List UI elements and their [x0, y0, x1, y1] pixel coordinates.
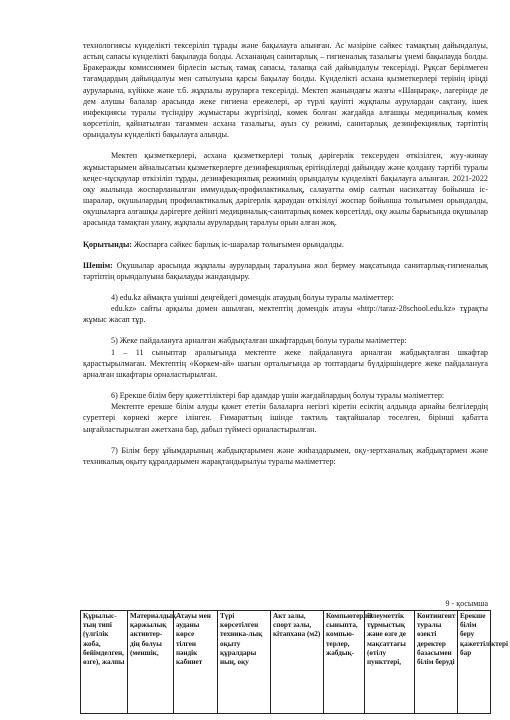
- paragraph: Мектеп қызметкерлері, асхана қызметкерлері толық дәрігерлік тексеруден өткізілген, жуу-жинау жұмыстарымен айналысатын қызметкерлерге дезинфекциялық ерітінділерді дайындау және қолдану тәртібі туралы кеңес-нұсқаулар өткізіліп тұрды, дезинфекциялық режимнің орындалуы күнделікті бақылауға алынған. 2021-2022 оқу жылында жоспарланылған иммундық-профилактикалық, салауатты өмір салтын насихаттау бойынша іс-шаралар, оқушылардың профилактикалық дәрігерлік қараудан өткізілуі жоспар бойынша толығымен орындалды, оқушыларға алғашқы дәрігерге дейінгі медициналық-санитарлық көмек көрсетілді, оқу жылы барысында оқушылар арасында тамақтан улану, жұқпалы аурулардың таралуы орын алған жоқ.: [83, 151, 488, 228]
- equipment-table: [80, 610, 508, 714]
- item-6-text: Мектепте ерекше білім алуды қажет ететін балаларға негізгі кіретін есіктің алдында арнайы белгілердің суреттері көрнекі жерге ілінген. Ғимараттың ішінде тактиль тақтайшалар төселген, бірінші қабатта ыңғайластырылған әжетхана бар, дабыл түймесі орналастырылған.: [83, 402, 488, 434]
- table-header-cell: Құрылыс-тың типі (үлгілік жоба, бейімделген, өзге), жалпы: [81, 611, 128, 714]
- document-body: [83, 40, 488, 467]
- table-header-cell: Атауы мен ауданы көрсе тілген пәндік кабинет: [174, 611, 218, 714]
- conclusion-text: Жоспарға сәйкес барлық іс-шаралар толығымен орындалды.: [134, 239, 344, 249]
- solution-label: Шешім:: [83, 260, 113, 270]
- solution: [83, 260, 488, 282]
- conclusion-label: Қорытынды:: [83, 239, 132, 249]
- table-header-cell: Контингент туралы өзекті деректер базасымен білім беруді: [415, 611, 458, 714]
- table-header-cell: Материалдық-қаржылық активтер-дің болуы (меншік,: [128, 611, 174, 714]
- item-4-heading: 4) edu.kz аймақта үшінші деңгейдегі домендік атаудың болуы туралы мәліметтер:: [111, 292, 394, 302]
- table-header-cell: Акт залы, спорт залы, кітапхана (м2): [271, 611, 324, 714]
- item-5-heading: 5) Жеке пайдалануға арналған жабдықталған шкафтардың болуы туралы мәліметтер:: [111, 336, 407, 346]
- item-7-heading: 7) Білім беру ұйымдарының жабдықтарымен және жиһаздарымен, оқу-зертханалық жабдықтармен және техникалық оқыту құралдарымен жарақтандырылуы туралы мәліметтер:: [83, 445, 488, 466]
- table-header-cell: Түрі көрсетілген техника-лық оқыту құралдары ның, оқу: [218, 611, 271, 714]
- annex-label: 9 - қосымша: [445, 599, 488, 608]
- paragraph: технологиясы күнделікті тексеріліп тұрады және бақылауға алынған. Ас мәзіріне сәйкес тамақтың дайындалуы, астың сапасы күнделікті бақылауда болды. Асханаңың санитарлық – гигиеналық тазалығы үнемі бақылауда болды. Бракеражды комиссиямен бірлесіп ыстық тамақ сапасы, талапқа сай дайындалуы тексерілді. Рұқсат берілмеген тағамдардың дайындалуы мен сатылуына қарсы бақылау болды. Күнделікті асхана қызметкерлері терінің іріңді ауруларына, күйікке және т.б. жұқпалы ауруларға тексерілді. Мектеп жанындағы жазғы «Шаңырақ», лагерінде де дем алушы балалар арасында жеке гигиена ережелері, әр түрлі қауіпті жұқпалы аурулардан сақтану, ішек инфекциясы туралы түсіндіру жұмыстары жүргізілді, көмек болған жағдайда алғашқы медициналық көмек көрсетіліп, қайнатылған тағаммен асхана тазалығы, ауыз су режимі, санитарлық дезинфекциялық тәртіптің орындалуы күнделікті бақылауға алынды.: [83, 41, 488, 140]
- item-5-text: 1 – 11 сыныптар аралығында мектепте жеке пайдалануға арналған жабдықталған шкафтар қарастырылмаған. Мектептің «Көркем-ай» шағын орталығында әр топтардағы бүлдіршіндерге жеке пайдалануға арналған шкафтары орналастырылған.: [83, 347, 488, 379]
- solution-text: Оқушылар арасында жұқпалы аурулардың таралуына жол бермеу мақсатында санитарлық-гигиеналық тәртіптің орындалуына бақылауды жандандыру.: [83, 260, 488, 281]
- table-header-cell: Компьютерлік сыныпта, компью-терлер, жабдық-: [324, 611, 365, 714]
- table-header-row: [81, 611, 491, 714]
- conclusion: [83, 239, 488, 250]
- item-4-text: edu.kz» сайты арқылы домен ашылған, мектептің домендік атауы «http://taraz-28school.edu.kz» тұрақты жұмыс жасап тұр.: [83, 304, 488, 325]
- item-6-heading: 6) Ерекше білім беру қажеттіліктері бар адамдар үшін жағдайлардың болуы туралы мәліметтер:: [111, 391, 445, 401]
- table-header-cell: Ерекше білім беру қажеттіліктері бар: [458, 611, 491, 714]
- table-header-cell: Әлеуметтік тұрмыстық және өзге де мақсаттағы (өтілу пункттері,: [365, 611, 415, 714]
